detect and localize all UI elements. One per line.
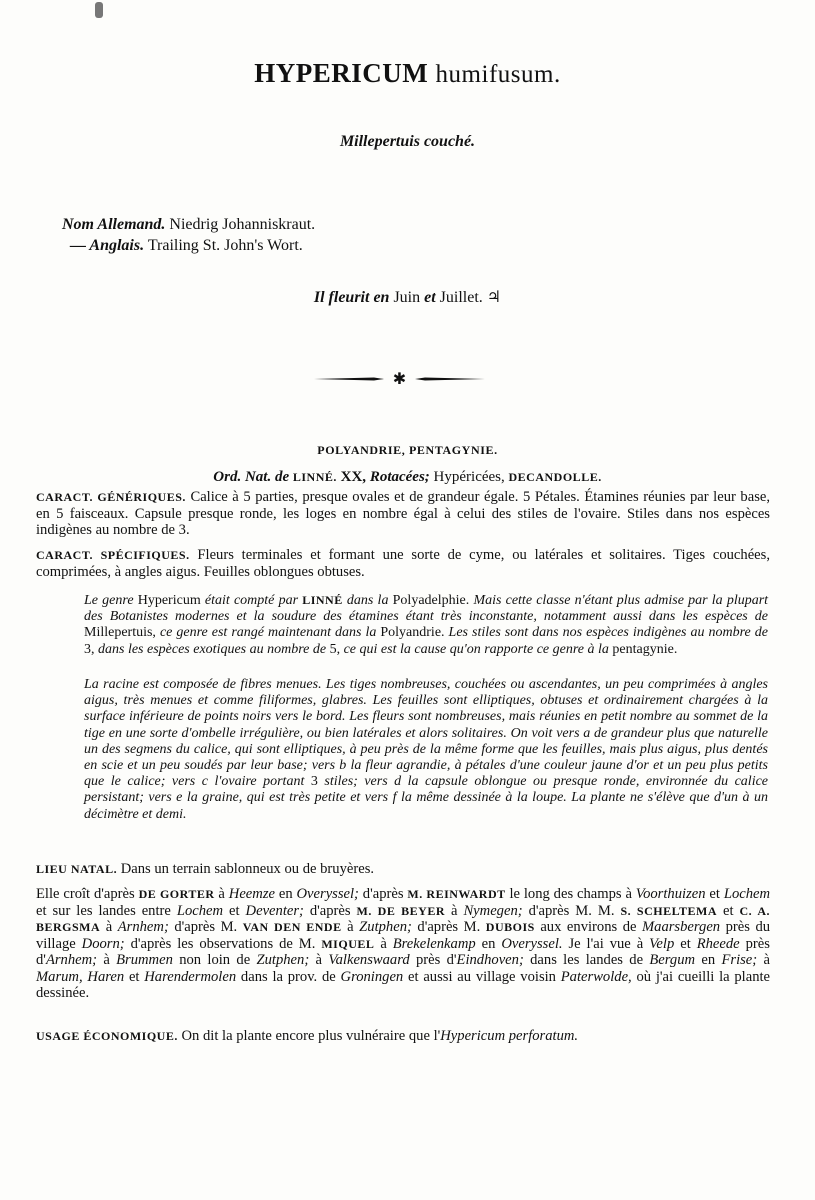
note1-c: dans la	[346, 593, 389, 608]
loc-p21: en	[481, 935, 496, 952]
ornamental-divider	[312, 370, 487, 388]
note1-e: ce genre est rangé maintenant dans la	[159, 625, 377, 641]
specific-characters	[36, 547, 770, 580]
loc-p32: et	[128, 968, 140, 985]
loc-p30: en	[701, 952, 716, 968]
note1-five: 5,	[329, 641, 341, 657]
english-name-row	[62, 235, 315, 256]
loc-p4: d'après	[362, 886, 404, 902]
loc-valkenswaard: Valkenswaard	[328, 952, 410, 968]
loc-frise: Frise;	[721, 952, 758, 968]
loc-velp: Velp	[649, 935, 675, 952]
note1-mille: Millepertuis,	[84, 625, 156, 641]
loc-p20: à	[380, 935, 387, 952]
loc-eindhoven: Eindhoven;	[456, 952, 524, 968]
loc-voorthuizen: Voorthuizen	[635, 886, 706, 902]
roman-numeral: XX,	[340, 469, 367, 485]
generic-label: CARACT. GÉNÉRIQUES.	[36, 490, 186, 504]
loc-p12: et	[722, 902, 734, 919]
loc-p22: Je l'ai vue à	[568, 935, 644, 952]
flowering-line	[0, 287, 815, 307]
loc-p25: à	[103, 952, 110, 968]
generic-characters	[36, 489, 770, 539]
flowering-en: en	[373, 289, 390, 306]
note1-poly: Polyadelphie.	[392, 593, 470, 608]
loc-p15: à	[347, 919, 354, 935]
german-label: Nom Allemand.	[62, 216, 166, 233]
loc-p35: où j'ai cueilli la plante dessinée.	[36, 968, 771, 1001]
note1-g: dans les espèces exotiques au nombre de	[98, 641, 327, 657]
loc-p3: en	[278, 886, 293, 902]
svg-text:✱: ✱	[392, 370, 407, 388]
note1-genus: Hypericum	[137, 593, 201, 608]
note2-text2: stiles; vers d la capsule oblongue ou presque ronde, environnée du calice persistant; vers e la graine, qui est très petite et vers f la même dessinée à la loupe. La plante ne s'élève que d'un à un décimètre et demi.	[84, 774, 769, 822]
loc-p8: et	[229, 902, 240, 919]
loc-zutphen2: Zutphen;	[256, 952, 310, 968]
loc-doorn: Doorn;	[81, 935, 125, 952]
note1-a: Le genre	[84, 593, 134, 608]
loc-p14: d'après M.	[174, 919, 238, 935]
usage-latin: Hypericum perforatum.	[440, 1028, 579, 1044]
note2-text: La racine est composée de fibres menues. Les tiges nombreuses, couchées ou ascendantes, un peu comprimées à angles aigus, très menues et comme filiformes, glabres. Les feuilles sont elliptiques, obtuses et ordinairement chargées à la surface inférieure de points noirs vers le bord. Les fleurs sont nombreuses, mais réunies en petit nombre au sommet de la tige en une sorte d'ombelle irrégulière, ou bien latérales et alors solitaires. On voit vers a de grandeur plus que naturelle un des segmens du calice, qui sont elliptiques, à peu près de la même forme que les feuilles, mais plus aigus, plus dentés en scie et un peu soudés par leur base; vers b la fleur agrandie, à pétales d'une couleur jaune d'or et un peu plus petits que le calice; vers c l'ovaire portant	[84, 677, 768, 790]
loc-bergsma: C. A. BERGSMA	[36, 903, 770, 934]
specific-label: CARACT. SPÉCIFIQUES.	[36, 548, 190, 562]
specific-text: Fleurs terminales et formant une sorte de cyme, ou latérales et solitaires. Tiges couchées, comprimées, à angles aigus. Feuilles oblongues obtuses.	[36, 547, 770, 580]
loc-haren: Haren	[87, 968, 125, 985]
loc-groningen: Groningen	[340, 968, 404, 985]
loc-marum: Marum,	[36, 968, 83, 985]
loc-p19: d'après les observations de M.	[130, 935, 316, 952]
loc-p7: et sur les landes entre	[36, 902, 171, 919]
note1-linne: LINNÉ	[302, 593, 343, 607]
note1-three: 3,	[84, 641, 95, 657]
flowering-juin: Juin	[393, 289, 421, 306]
loc-zutphen1: Zutphen;	[359, 919, 412, 935]
loc-p2: à	[218, 886, 225, 902]
usage-text: On dit la plante encore plus vulnéraire que l'	[181, 1028, 441, 1044]
loc-lochem2: Lochem	[176, 902, 224, 919]
loc-rheede: Rheede	[696, 935, 740, 952]
loc-reinwardt: M. REINWARDT	[407, 887, 506, 901]
loc-p10: à	[450, 902, 458, 919]
loc-brekelenkamp: Brekelenkamp	[392, 935, 476, 952]
loc-arnhem2: Arnhem;	[45, 952, 98, 968]
loc-brummen: Brummen	[116, 952, 173, 968]
note1-f: Les stiles sont dans nos espèces indigènes au nombre de	[448, 625, 768, 641]
habitat-text: Dans un terrain sablonneux ou de bruyères.	[120, 861, 375, 877]
genus-name: HYPERICUM	[254, 58, 429, 88]
economic-usage	[36, 1028, 770, 1045]
loc-p1: Elle croît d'après	[36, 886, 135, 902]
loc-lochem1: Lochem	[723, 886, 771, 902]
perennial-symbol: ♃	[486, 289, 502, 306]
page-title	[0, 58, 815, 89]
loc-p6: et	[709, 886, 720, 902]
loc-p23: et	[680, 935, 691, 952]
loc-p16: d'après M.	[417, 919, 481, 935]
vernacular-names	[62, 214, 315, 256]
loc-p17: aux environs de	[540, 919, 637, 935]
loc-p28: près d'	[415, 952, 457, 968]
note1-b: était compté par	[204, 593, 299, 608]
rotacees: Rotacées;	[369, 469, 430, 485]
loc-p11: d'après M. M.	[528, 902, 615, 919]
loc-p9: d'après	[309, 902, 351, 919]
note1-h: ce qui est la cause qu'on rapporte ce genre à la	[343, 641, 609, 657]
loc-p29: dans les landes de	[530, 952, 644, 968]
loc-scheltema: S. SCHELTEMA	[620, 903, 718, 918]
note1-d: Mais cette classe n'étant plus admise par la plupart des Botanistes modernes et la soudure des étamines étant très inconstante, notamment aussi dans les espèces de	[84, 593, 769, 625]
flowering-juillet: Juillet.	[439, 289, 483, 306]
loc-beyer: M. DE BEYER	[356, 903, 446, 918]
loc-gorter: DE GORTER	[138, 887, 215, 901]
loc-p24: près d'	[36, 935, 770, 968]
loc-p33: dans la prov. de	[240, 968, 336, 985]
note1-polyandrie: Polyandrie.	[380, 625, 445, 641]
english-value: Trailing St. John's Wort.	[147, 237, 303, 254]
description-note	[84, 677, 768, 823]
loc-p26: non loin de	[179, 952, 251, 968]
loc-vandenende: VAN DEN ENDE	[242, 920, 342, 934]
species-name: humifusum.	[435, 61, 561, 88]
hypericees: Hypéricées,	[433, 469, 505, 485]
loc-nymegen: Nymegen;	[463, 902, 523, 919]
loc-p13: à	[105, 919, 113, 935]
loc-p27: à	[315, 952, 322, 968]
loc-paterwolde: Paterwolde,	[560, 968, 632, 985]
common-name: Millepertuis couché.	[339, 133, 476, 150]
loc-harendermolen: Harendermolen	[144, 968, 237, 985]
loc-arnhem1: Arnhem;	[117, 919, 169, 935]
natural-order-line	[0, 469, 815, 486]
flowering-prefix: Il fleurit	[313, 289, 370, 306]
loc-maarsbergen: Maarsbergen	[642, 919, 721, 935]
ord-prefix: Ord. Nat. de	[213, 469, 290, 485]
loc-miquel: MIQUEL	[321, 936, 375, 951]
usage-label: USAGE ÉCONOMIQUE.	[36, 1029, 178, 1043]
loc-deventer: Deventer;	[245, 902, 304, 919]
loc-p18: près du village	[36, 919, 771, 952]
loc-dubois: DUBOIS	[485, 920, 535, 934]
loc-heemze: Heemze	[228, 886, 275, 902]
note1-penta: pentagynie.	[612, 641, 678, 657]
localities	[36, 886, 770, 1002]
habitat	[36, 861, 770, 878]
english-label: — Anglais.	[70, 237, 145, 254]
habitat-label: LIEU NATAL.	[36, 862, 118, 876]
german-name-row	[62, 214, 315, 235]
loc-overyssel1: Overyssel;	[296, 886, 359, 902]
loc-p34: et aussi au village voisin	[408, 968, 556, 985]
scan-mark	[95, 2, 103, 18]
loc-bergum: Bergum	[649, 952, 696, 968]
loc-p5: le long des champs à	[509, 886, 632, 902]
loc-p31: à	[763, 952, 770, 968]
german-value: Niedrig Johanniskraut.	[169, 216, 316, 233]
flowering-et: et	[424, 289, 436, 306]
linne-name: LINNÉ.	[292, 470, 337, 484]
note2-three: 3	[310, 774, 318, 790]
decandolle-name: DECANDOLLE.	[508, 470, 602, 484]
generic-text: Calice à 5 parties, presque ovales et de grandeur égale. 5 Pétales. Étamines réunies par leur base, en 5 faisceaux. Capsule presque ronde, les loges en nombre égal à celui des stiles de l'ovaire. Stiles dans nos espèces indigènes au nombre de 3.	[36, 489, 771, 538]
loc-overyssel2: Overyssel.	[501, 935, 563, 952]
linnean-section: POLYANDRIE, PENTAGYNIE.	[317, 443, 498, 457]
genus-note	[84, 592, 768, 658]
